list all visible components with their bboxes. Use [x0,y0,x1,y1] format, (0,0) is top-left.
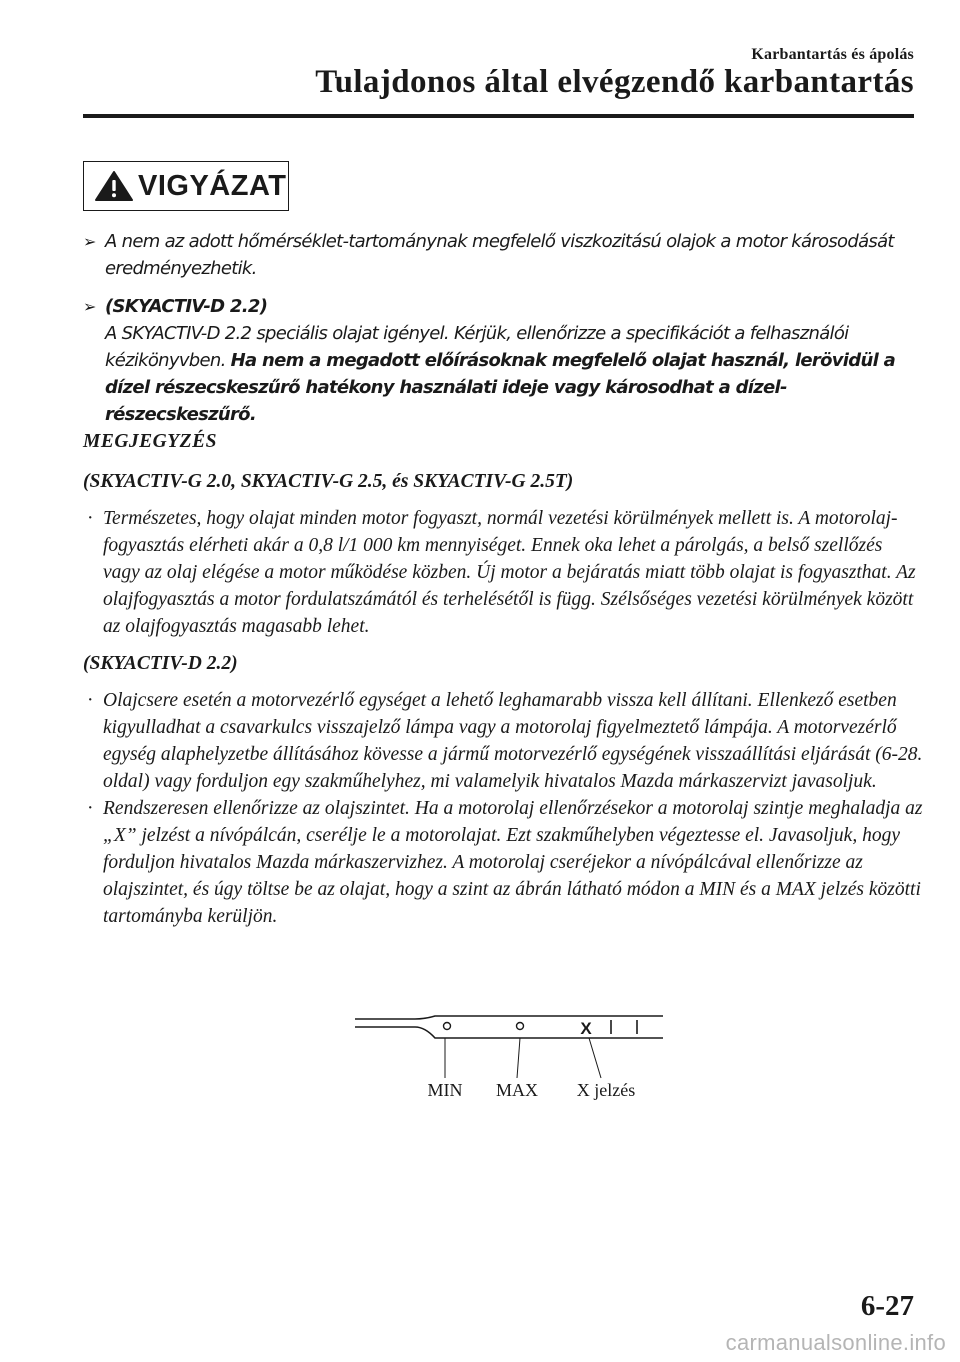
arrow-bullet-icon: ➢ [83,232,96,251]
caution-title: (SKYACTIV-D 2.2) [105,296,268,317]
warning-triangle-icon [94,170,134,202]
note-bullet-list [83,687,923,930]
note-group-title: (SKYACTIV-D 2.2) [83,653,238,674]
min-hole [444,1023,451,1030]
watermark-text: carmanualsonline.info [725,1330,946,1355]
note-text: Olajcsere esetén a motorvezérlő egységet a lehető leghamarabb vissza kell állítani. Ellenkező esetben kigyulladhat a csavarkulcs visszajelző lámpa vagy a motorolaj figyelmeztető lámpája. A motorvezérlő egység alaphelyzetbe állításához kövesse a jármű motorvezérlő egységének visszaállítási eljárását (6-28. oldal) vagy forduljon egy szakműhelyhez, mi valamelyik hivatalos Mazda márkaszervizt javasoljuk. [103,690,923,792]
warning-label: VIGYÁZAT [138,169,287,202]
note-text: Rendszeresen ellenőrizze az olajszintet. Ha a motorolaj ellenőrzésekor a motorolaj szintje meghaladja az „X” jelzést a nívópálcán, cserélje le a motorolajat. Ezt szakműhelyben végeztesse el. Javasoljuk, hogy forduljon hivatalos Mazda márkaszervizhez. A motorolaj cseréjekor a nívópálcával ellenőrizze az olajszintet, és úgy töltse be az olajat, hogy a szint az ábrán látható módon a MIN és a MAX jelzés közötti tartományba kerüljön. [103,798,923,927]
max-hole [517,1023,524,1030]
min-label: MIN [427,1080,463,1100]
max-label: MAX [495,1080,539,1100]
caution-text: A nem az adott hőmérséklet-tartománynak megfelelő viszkozitású olajok a motor károsodását eredményezhetik. [105,231,894,279]
x-leader-line [589,1038,601,1078]
arrow-bullet-icon: ➢ [83,297,96,316]
dipstick-outline [355,1016,663,1038]
max-leader-line [517,1038,520,1078]
notes-heading: MEGJEGYZÉS [83,431,217,452]
caution-list [83,228,923,439]
note-bullet-list [83,505,923,640]
bullet-dot-icon: · [87,690,94,711]
list-item [83,687,923,795]
page-title: Tulajdonos által elvégzendő karbantartás [315,64,914,100]
caution-bold-text: Ha nem a megadott előírásoknak megfelelő olajat használ, lerövidül a dízel részecskeszűrő hatékony használati ideje vagy károsodhat a dízel-részecskeszűrő. [105,350,896,425]
x-label: X jelzés [576,1080,636,1100]
note-text: Természetes, hogy olajat minden motor fogyaszt, normál vezetési körülmények mellett is. A motorolaj-fogyasztás elérheti akár a 0,8 l/1 000 km mennyiséget. Ennek oka lehet a párolgás, a belső szellőzés vagy az olaj elégése a motor működése közben. Új motor a bejáratás miatt több olajat is fogyaszthat. Az olajfogyasztás a motor fordulatszámától és terhelésétől is függ. Szélsőséges vezetési körülmények között az olajfogyasztás magasabb lehet. [103,508,916,637]
caution-text: A SKYACTIV-D 2.2 speciális olajat igényel. Kérjük, ellenőrizze a specifikációt a felhasználói kézikönyvben. [105,323,849,371]
header-section: Karbantartás és ápolás [751,46,914,63]
caution-item [83,293,923,428]
note-group-title: (SKYACTIV-G 2.0, SKYACTIV-G 2.5, és SKYACTIV-G 2.5T) [83,471,574,492]
notes-section [83,428,923,940]
caution-item [83,228,923,282]
header-rule [83,114,914,118]
list-item [83,505,923,640]
warning-box [83,161,289,211]
list-item [83,795,923,930]
page-number: 6-27 [860,1290,914,1322]
bullet-dot-icon: · [87,798,94,819]
x-mark: X [580,1019,592,1038]
bullet-dot-icon: · [87,508,94,529]
dipstick-figure [355,1010,675,1105]
